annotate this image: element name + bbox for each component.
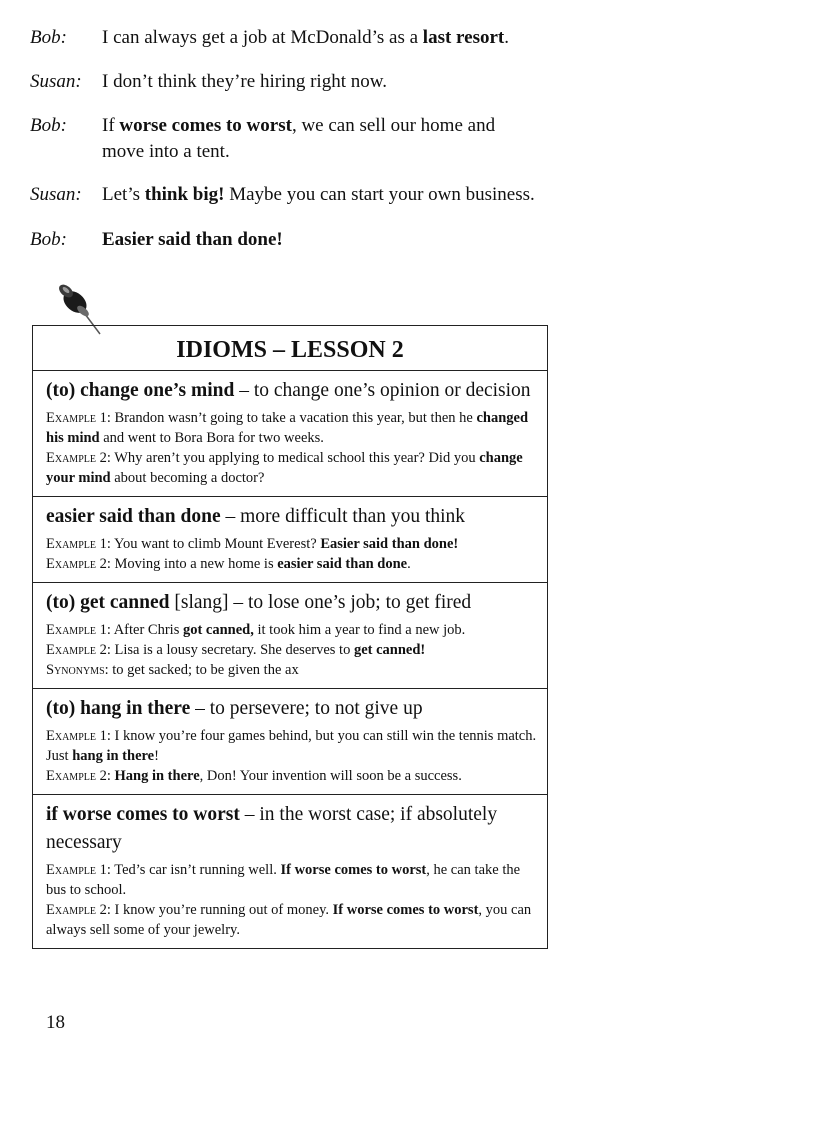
speech-segment: I don’t think they’re hiring right now. bbox=[102, 71, 387, 92]
speaker-name: Bob: bbox=[30, 115, 67, 136]
example-label: Example 1: bbox=[46, 622, 111, 638]
idiom-heading bbox=[46, 503, 537, 531]
example bbox=[46, 640, 537, 660]
example-idiom: got canned, bbox=[182, 622, 254, 638]
dialogue-line bbox=[30, 113, 522, 165]
speech-segment: If bbox=[102, 115, 120, 136]
idiom-heading bbox=[46, 589, 537, 617]
idiom-entry bbox=[33, 497, 547, 583]
speech-idiom: think big! bbox=[144, 184, 225, 205]
example bbox=[46, 554, 537, 574]
dialogue-line bbox=[30, 182, 535, 208]
example-idiom: hang in there bbox=[72, 748, 155, 764]
page-number: 18 bbox=[46, 1012, 65, 1033]
example-text: it took him a year to find a new job. bbox=[253, 622, 466, 638]
idiom-definition: – to persevere; to not give up bbox=[190, 698, 423, 719]
example-idiom: get canned! bbox=[353, 642, 426, 658]
idiom-definition: [slang] – to lose one’s job; to get fired bbox=[169, 592, 472, 613]
dialogue-line bbox=[30, 227, 283, 253]
idiom-term: (to) get canned bbox=[46, 592, 170, 613]
example-label: Example 2: bbox=[46, 768, 111, 784]
example-text: You want to climb Mount Everest? bbox=[110, 536, 321, 552]
example-text: I know you’re running out of money. bbox=[110, 902, 333, 918]
example-idiom: Easier said than done! bbox=[320, 536, 459, 552]
idioms-lesson-box bbox=[32, 325, 548, 949]
idiom-heading bbox=[46, 695, 537, 723]
speech-text bbox=[102, 113, 522, 165]
example-label: Example 2: bbox=[46, 450, 111, 466]
example-text: Brandon wasn’t going to take a vacation this year, but then he bbox=[110, 410, 477, 426]
synonyms-label: Synonyms: bbox=[46, 662, 109, 678]
idiom-definition: – to change one’s opinion or decision bbox=[234, 380, 531, 401]
example-idiom: If worse comes to worst bbox=[280, 862, 427, 878]
dialogue-line bbox=[30, 25, 509, 51]
example-text: Why aren’t you applying to medical school this year? Did you bbox=[110, 450, 480, 466]
synonyms bbox=[46, 660, 537, 680]
example-text: , he can take the bus to school. bbox=[46, 862, 521, 898]
example-text: . bbox=[407, 556, 411, 572]
example bbox=[46, 900, 537, 940]
example-label: Example 2: bbox=[46, 902, 111, 918]
speech-segment: . bbox=[504, 27, 509, 48]
example bbox=[46, 620, 537, 640]
example-text: Moving into a new home is bbox=[110, 556, 278, 572]
example-text: , you can always sell some of your jewelry. bbox=[46, 902, 532, 938]
speaker-name: Bob: bbox=[30, 229, 67, 250]
example-text: Lisa is a lousy secretary. She deserves to bbox=[110, 642, 354, 658]
example-label: Example 2: bbox=[46, 642, 111, 658]
example-text: I know you’re four games behind, but you can still win the tennis match. Just bbox=[46, 728, 537, 764]
dialogue-line bbox=[30, 69, 387, 95]
example-idiom: changed his mind bbox=[46, 410, 529, 446]
idiom-definition: – more difficult than you think bbox=[220, 506, 466, 527]
example-text: and went to Bora Bora for two weeks. bbox=[99, 430, 324, 446]
example bbox=[46, 448, 537, 488]
example-text: ! bbox=[154, 748, 159, 764]
example-idiom: If worse comes to worst bbox=[332, 902, 479, 918]
example bbox=[46, 726, 537, 766]
speaker-name: Susan: bbox=[30, 184, 82, 205]
speaker-name: Bob: bbox=[30, 27, 67, 48]
speech-text bbox=[102, 69, 387, 95]
idiom-heading bbox=[46, 801, 537, 857]
speech-text bbox=[102, 227, 283, 253]
speaker-name: Susan: bbox=[30, 71, 82, 92]
speech-idiom: Easier said than done! bbox=[102, 229, 283, 250]
idiom-definition: – in the worst case; if absolutely necessary bbox=[46, 804, 498, 853]
example-idiom: change your mind bbox=[46, 450, 523, 486]
example-label: Example 1: bbox=[46, 728, 111, 744]
speech-idiom: worse comes to worst bbox=[119, 115, 292, 136]
example-text: , Don! Your invention will soon be a success. bbox=[199, 768, 462, 784]
lesson-title: IDIOMS – LESSON 2 bbox=[33, 326, 547, 371]
speech-text bbox=[102, 182, 535, 208]
synonyms-text: to get sacked; to be given the ax bbox=[108, 662, 299, 678]
example-label: Example 1: bbox=[46, 536, 111, 552]
example bbox=[46, 534, 537, 554]
example-text: about becoming a doctor? bbox=[110, 470, 265, 486]
example bbox=[46, 408, 537, 448]
speech-segment: Let’s bbox=[102, 184, 145, 205]
idiom-term: (to) change one’s mind bbox=[46, 380, 235, 401]
speech-text bbox=[102, 25, 509, 51]
example-text: Ted’s car isn’t running well. bbox=[110, 862, 281, 878]
idiom-entry bbox=[33, 689, 547, 795]
idiom-entry bbox=[33, 371, 547, 497]
example-text: After Chris bbox=[110, 622, 183, 638]
example bbox=[46, 766, 537, 786]
speech-segment: Maybe you can start your own business. bbox=[224, 184, 535, 205]
example-label: Example 1: bbox=[46, 862, 111, 878]
speech-segment: , we can sell our home and move into a tent. bbox=[102, 115, 496, 162]
speech-segment: I can always get a job at McDonald’s as a bbox=[102, 27, 423, 48]
example-idiom: Hang in there bbox=[114, 768, 200, 784]
example-label: Example 1: bbox=[46, 410, 111, 426]
speech-idiom: last resort bbox=[422, 27, 505, 48]
example-idiom: easier said than done bbox=[277, 556, 408, 572]
example bbox=[46, 860, 537, 900]
idiom-term: (to) hang in there bbox=[46, 698, 191, 719]
idiom-entry bbox=[33, 795, 547, 948]
idiom-entry bbox=[33, 583, 547, 689]
idiom-term: easier said than done bbox=[46, 506, 221, 527]
example-label: Example 2: bbox=[46, 556, 111, 572]
idiom-heading bbox=[46, 377, 537, 405]
idiom-term: if worse comes to worst bbox=[46, 804, 240, 825]
